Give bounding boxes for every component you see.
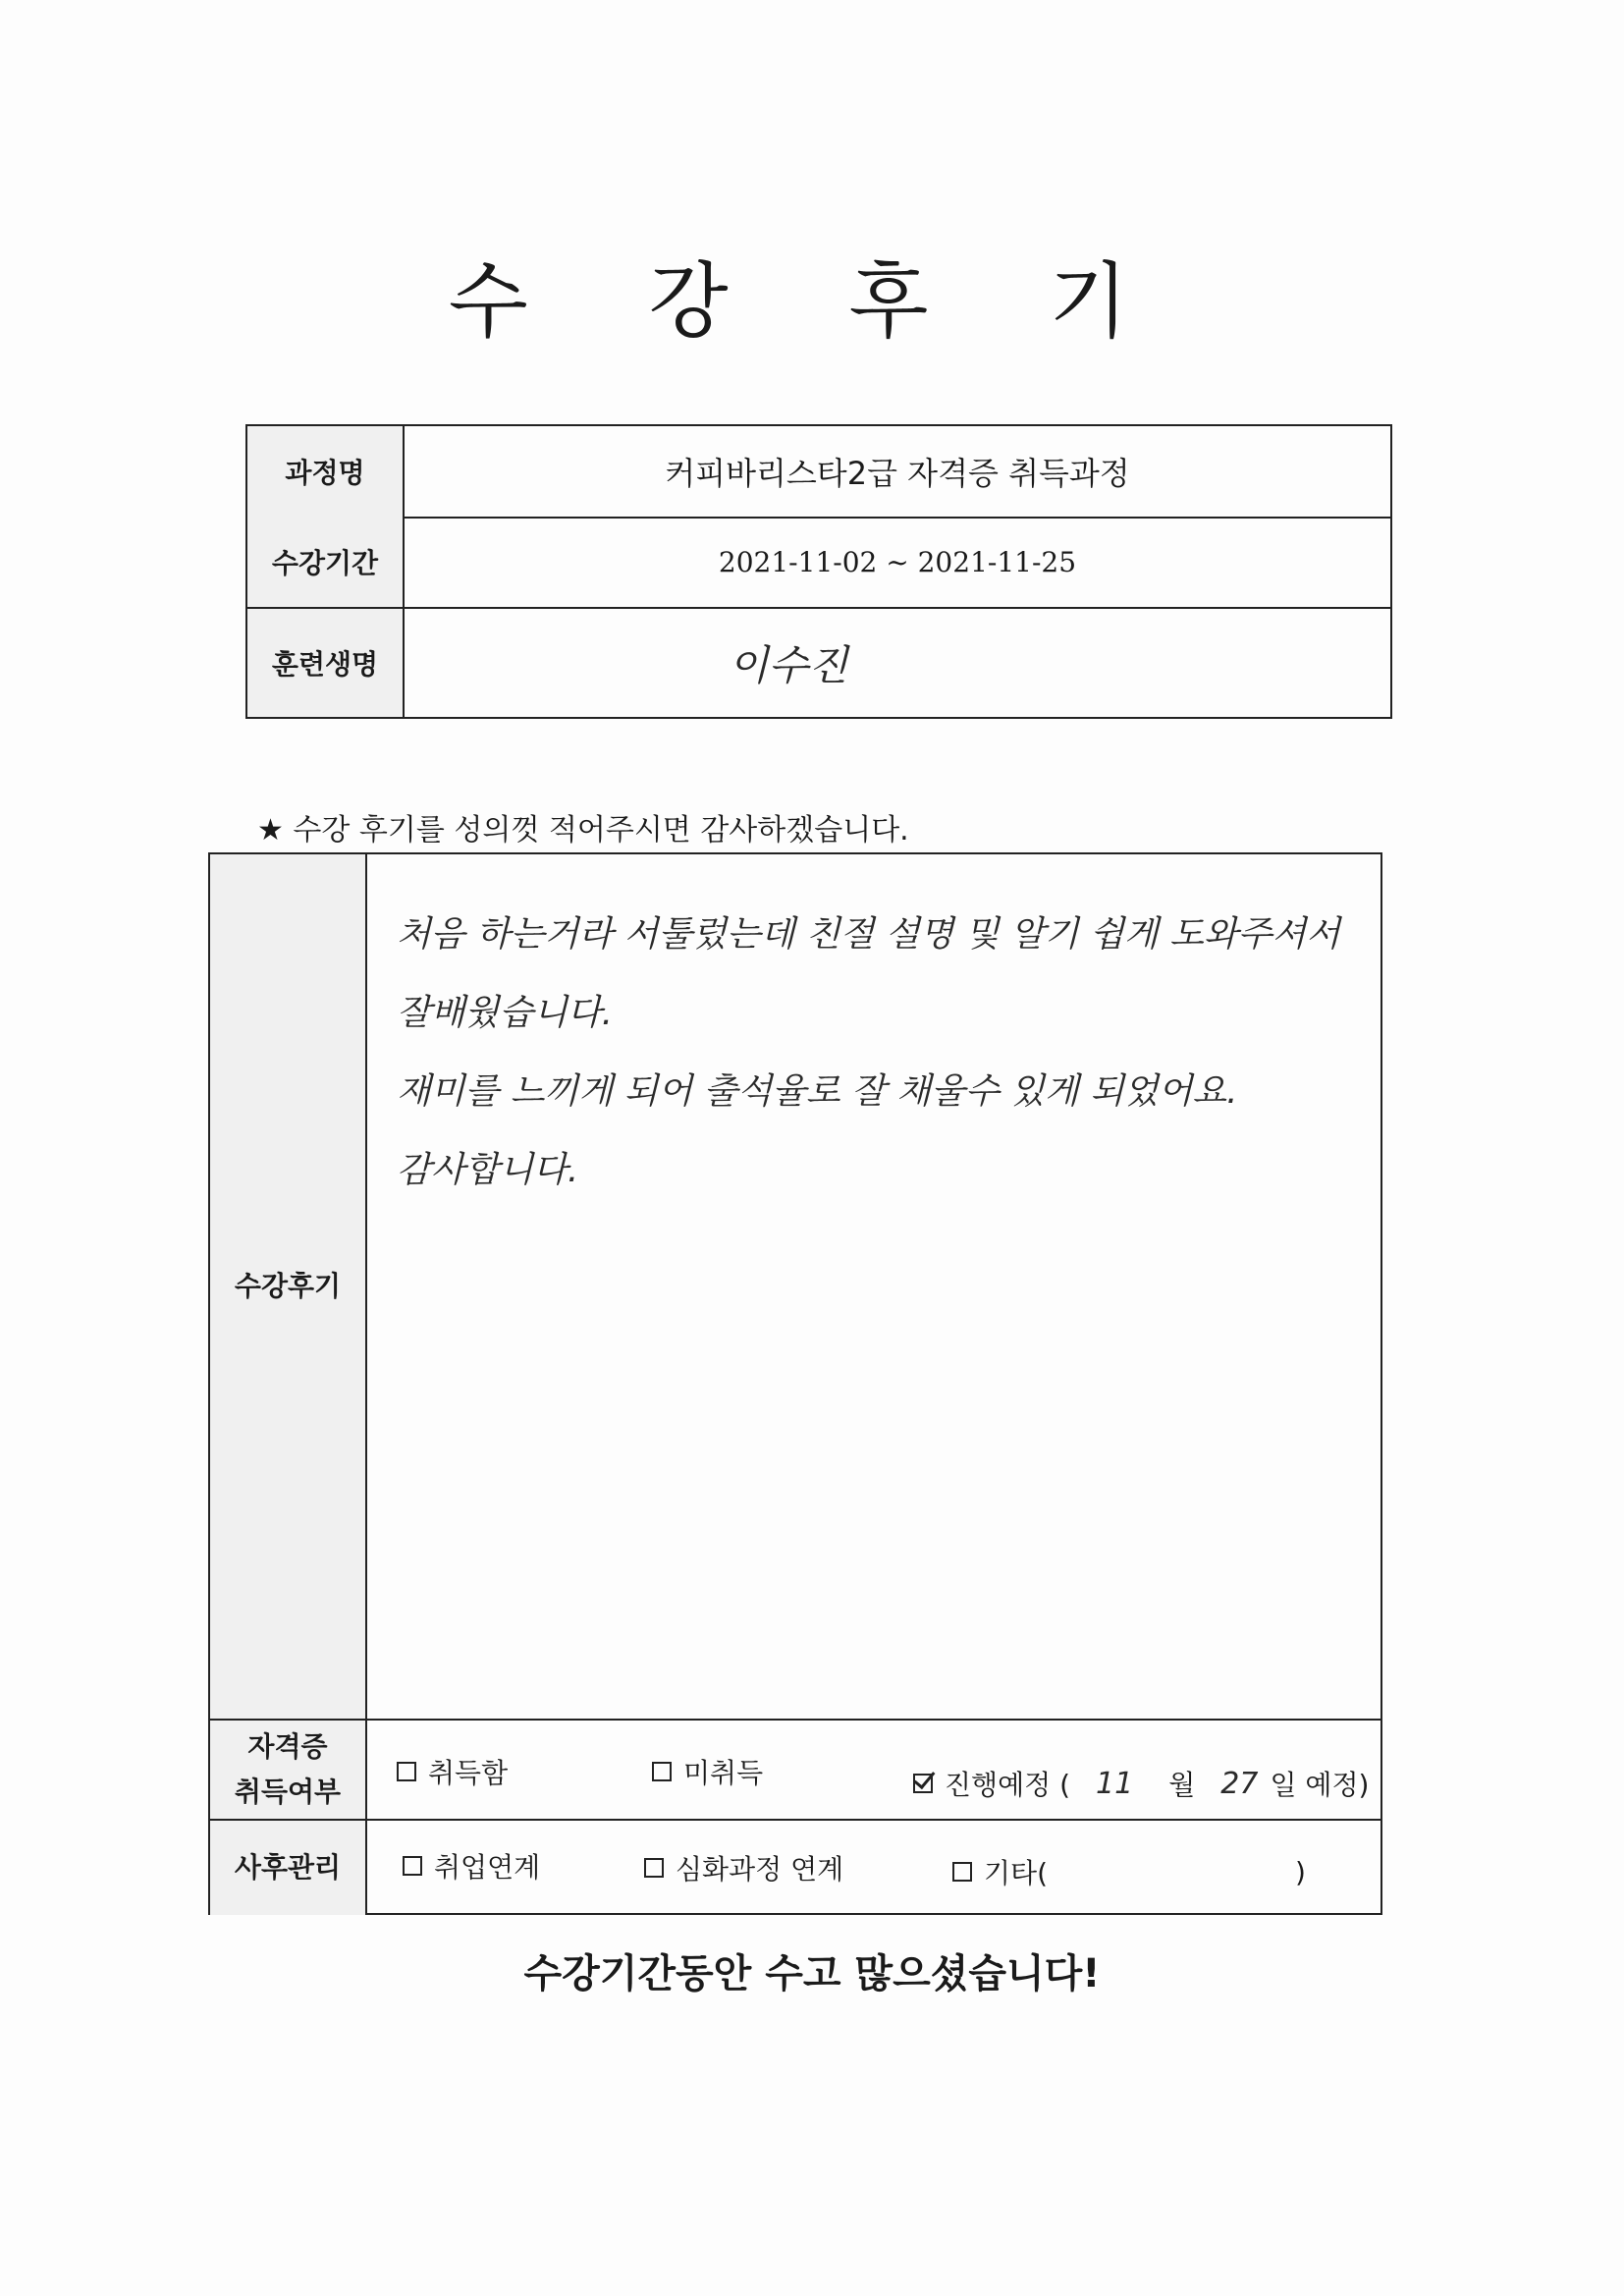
aftercare-option-employment[interactable] [403, 1846, 540, 1886]
checkbox-icon[interactable] [403, 1856, 422, 1876]
trainee-name-handwritten: 이수진 [729, 641, 848, 689]
month-unit: 월 [1168, 1769, 1196, 1801]
review-line-3: 감사합니다. [397, 1150, 579, 1190]
certificate-option-not-acquired[interactable] [652, 1752, 763, 1791]
review-line-2: 재미를 느끼게 되어 출석율로 잘 채울수 있게 되었어요. [397, 1071, 1238, 1112]
checkbox-icon[interactable] [652, 1762, 672, 1781]
review-line-1: 처음 하는거라 서툴렀는데 친절 설명 및 알기 쉽게 도와주셔서 잘배웠습니다. [397, 914, 1340, 1033]
trainee-row [247, 609, 1390, 717]
option-label: 기타( [984, 1857, 1049, 1889]
period-label: 수강기간 [247, 517, 405, 607]
divider-certificate [210, 1719, 1380, 1721]
certificate-option-acquired[interactable] [397, 1752, 508, 1791]
course-info-table [245, 424, 1392, 719]
checkbox-icon[interactable] [952, 1862, 972, 1882]
aftercare-option-other[interactable] [952, 1852, 1306, 1891]
course-row [247, 426, 1390, 519]
checkbox-icon[interactable] [644, 1858, 664, 1878]
trainee-label: 훈련생명 [247, 609, 405, 717]
option-label: 진행예정 ( [945, 1769, 1071, 1801]
option-label: 미취득 [683, 1757, 764, 1789]
instruction-note: ★ 수강 후기를 성의껏 적어주시면 감사하겠습니다. [257, 813, 909, 847]
review-label: 수강후기 [210, 854, 367, 1719]
divider-aftercare [210, 1819, 1380, 1821]
option-label: 취득함 [428, 1757, 509, 1789]
day-unit: 일 예정) [1270, 1769, 1370, 1801]
period-row [247, 517, 1390, 609]
course-label: 과정명 [247, 426, 405, 517]
certificate-option-planned[interactable] [913, 1764, 1369, 1803]
planned-day-handwritten: 27 [1220, 1766, 1259, 1801]
review-table [208, 852, 1382, 1915]
review-handwritten-text [397, 896, 1361, 1210]
document-title: 수 강 후 기 [448, 253, 1176, 350]
closing-message: 수강기간동안 수고 많으셨습니다! [523, 1951, 1101, 1996]
checkbox-checked-icon[interactable] [913, 1774, 933, 1793]
checkbox-icon[interactable] [397, 1762, 416, 1781]
planned-month-handwritten: 11 [1096, 1766, 1134, 1801]
period-value: 2021-11-02 ~ 2021-11-25 [718, 545, 1077, 578]
option-label: 취업연계 [434, 1851, 541, 1884]
course-value: 커피바리스타2급 자격증 취득과정 [665, 455, 1130, 492]
aftercare-option-advanced-course[interactable] [644, 1848, 843, 1887]
aftercare-label: 사후관리 [210, 1821, 367, 1915]
option-label: 심화과정 연계 [676, 1853, 844, 1886]
other-close-paren: ) [1295, 1855, 1306, 1888]
certificate-label [210, 1721, 367, 1819]
certificate-label-line1: 자격증 [247, 1730, 328, 1763]
certificate-label-line2: 취득여부 [234, 1776, 342, 1808]
